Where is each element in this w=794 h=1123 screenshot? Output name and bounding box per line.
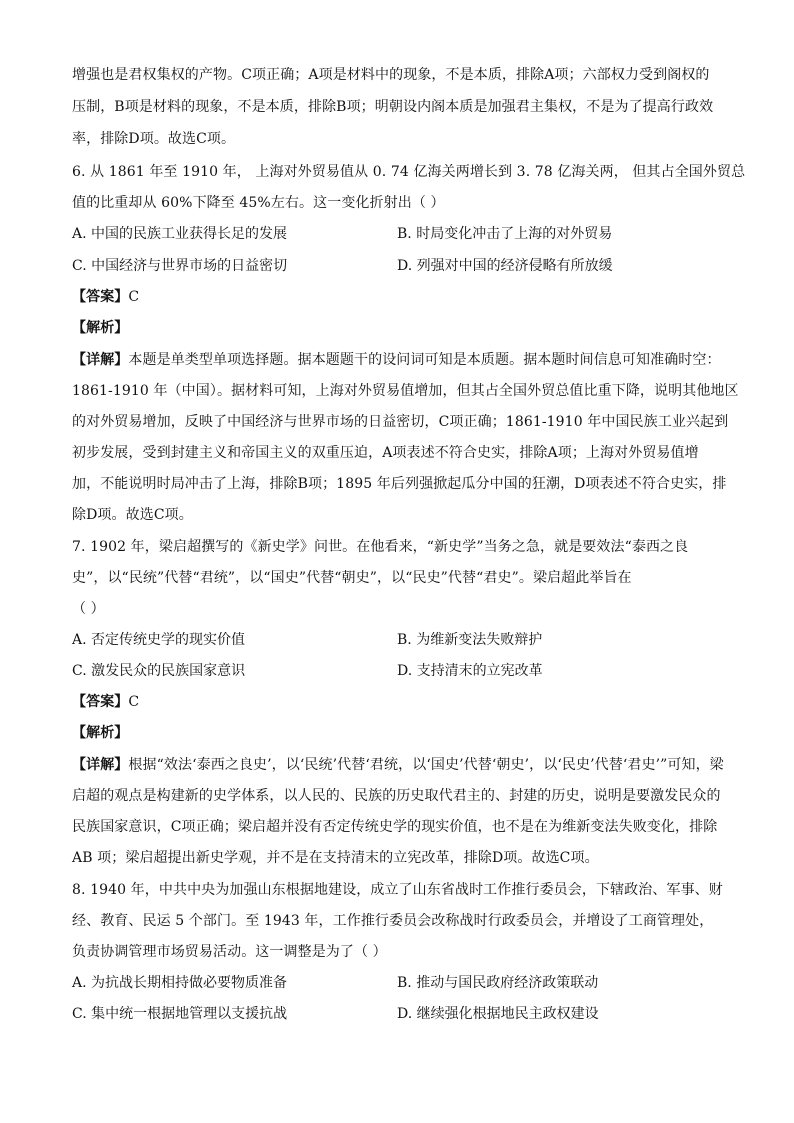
q7-analysis-label: 【解析】 (72, 725, 129, 741)
q6-detail-label: 【详解】 (72, 352, 129, 368)
q7-answer-label: 【答案】 (72, 694, 129, 710)
q8-option-b: B. 推动与国民政府经济政策联动 (397, 975, 599, 991)
q6-detail-line-6: 除D项。故选C项。 (72, 507, 193, 523)
q6-detail-line-5: 加，不能说明时局冲击了上海，排除B项；1895 年后列强掀起瓜分中国的狂潮，D项表述不符合史实，排 (72, 476, 727, 492)
q8-option-a: A. 为抗战长期相持做必要物质准备 (72, 975, 288, 991)
q6-option-a: A. 中国的民族工业获得长足的发展 (72, 226, 288, 242)
q6-answer-label: 【答案】 (72, 289, 129, 305)
intro-line-2: 压制，B项是材料的现象，不是本质，排除B项；明朝设内阁本质是加强君主集权，不是为了提高行政效 (72, 99, 714, 115)
q6-detail-line-2: 1861-1910 年（中国）。据材料可知，上海对外贸易值增加，但其占全国外贸总值比重下降，说明其他地区 (72, 383, 739, 399)
q6-stem-line-1: 6. 从 1861 年至 1910 年， 上海对外贸易值从 0. 74 亿海关两增长到 3. 78 亿海关两， 但其占全国外贸总 (72, 164, 746, 180)
q6-answer (72, 287, 722, 307)
q7-detail-text-1: 根据“效法‘泰西之良史’，以‘民统’代替‘君统，以‘国史’代替‘朝史’，以‘民史’代替‘君史’”可知，梁 (128, 757, 724, 773)
q8-option-c: C. 集中统一根据地管理以支援抗战 (72, 1006, 288, 1022)
q7-stem-line-3: （ ） (72, 601, 105, 617)
q7-detail-line-4: AB 项；梁启超提出新史学观，并不是在支持清末的立宪改革，排除D项。故选C项。 (72, 850, 599, 866)
q8-stem-line-1: 8. 1940 年，中共中央为加强山东根据地建设，成立了山东省战时工作推行委员会，下辖政治、军事、财 (72, 882, 723, 898)
q6-option-b: B. 时局变化冲击了上海的对外贸易 (397, 226, 613, 242)
q7-detail-line-2: 启超的观点是构建新的史学体系，以人民的、民族的历史取代君主的、封建的历史，说明是要激发民众的 (72, 788, 721, 804)
q8-option-d: D. 继续强化根据地民主政权建设 (397, 1006, 599, 1022)
q6-answer-value: C (128, 289, 140, 305)
intro-line-3: 率，排除D项。故选C项。 (72, 131, 236, 147)
q8-stem-line-3: 负责协调管理市场贸易活动。这一调整是为了（ ） (72, 944, 387, 960)
q6-detail-line-1 (72, 350, 722, 370)
q7-stem-line-2: 史”，以“民统”代替“君统”，以“国史”代替“朝史”，以“民史”代替“君史”。梁启超此举旨在 (72, 570, 632, 586)
q7-detail-line-3: 民族国家意识，C项正确；梁启超并没有否定传统史学的现实价值，也不是在为维新变法失败变化，排除 (72, 819, 718, 835)
q6-detail-text-1: 本题是单类型单项选择题。据本题题干的设问词可知是本质题。据本题时间信息可知准确时空： (128, 352, 721, 368)
q7-option-d: D. 支持清末的立宪改革 (397, 663, 543, 679)
q8-stem-line-2: 经、教育、民运 5 个部门。至 1943 年，工作推行委员会改称战时行政委员会，并增设了工商管理处， (72, 913, 714, 929)
q6-option-d: D. 列强对中国的经济侵略有所放缓 (397, 258, 613, 274)
q6-detail-line-3: 的对外贸易增加，反映了中国经济与世界市场的日益密切，C项正确；1861-1910 年中国民族工业兴起到 (72, 414, 729, 430)
q7-option-c: C. 激发民众的民族国家意识 (72, 663, 246, 679)
q7-option-b: B. 为维新变法失败辩护 (397, 632, 543, 648)
q6-analysis-label: 【解析】 (72, 320, 129, 336)
q6-option-c: C. 中国经济与世界市场的日益密切 (72, 258, 288, 274)
q7-detail-line-1 (72, 755, 722, 775)
q6-detail-line-4: 初步发展，受到封建主义和帝国主义的双重压迫，A项表述不符合史实，排除A项；上海对外贸易值增 (72, 445, 699, 461)
q7-answer (72, 692, 722, 712)
q6-stem-line-2: 值的比重却从 60%下降至 45%左右。这一变化折射出（ ） (72, 195, 445, 211)
intro-line-1: 增强也是君权集权的产物。C项正确；A项是材料中的现象，不是本质，排除A项；六部权力受到阁权的 (72, 67, 710, 83)
q7-detail-label: 【详解】 (72, 757, 129, 773)
q7-stem-line-1: 7. 1902 年，梁启超撰写的《新史学》问世。在他看来，“新史学”当务之急，就是要效法“泰西之良 (72, 539, 689, 555)
q7-answer-value: C (128, 694, 140, 710)
q7-option-a: A. 否定传统史学的现实价值 (72, 632, 246, 648)
